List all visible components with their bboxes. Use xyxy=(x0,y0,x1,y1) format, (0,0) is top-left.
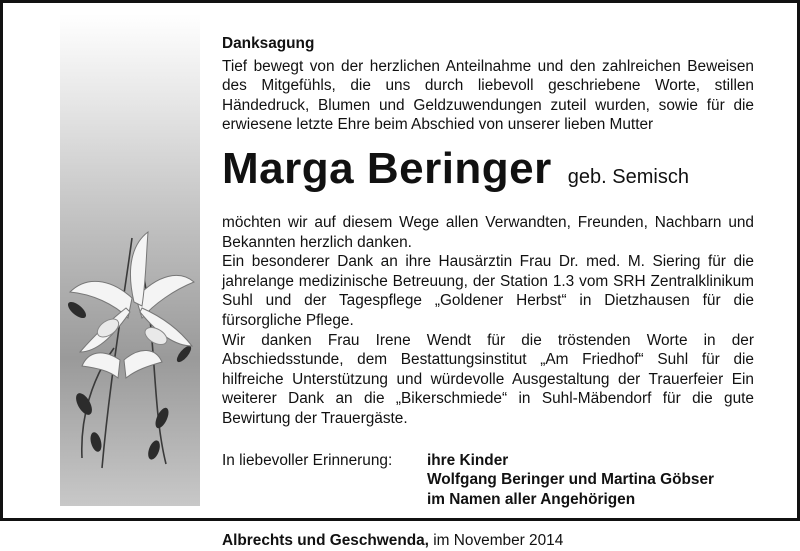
signatory-line: im Namen aller Angehörigen xyxy=(427,490,636,508)
date: im November 2014 xyxy=(433,532,564,550)
signatories xyxy=(427,451,714,510)
deceased-name: Marga Beringer xyxy=(222,143,552,193)
thanks-doctor-paragraph: Ein besonderer Dank an ihre Hausärztin Frau Dr. med. M. Siering für die jahrelange medizinische Betreuung, der Station 1.3 vom SRH Zentralklinikum Suhl und der Tagespflege „Goldener Herbst“ in Dietzhausen für die fürsorgliche Pflege. xyxy=(222,253,754,329)
notice-content xyxy=(222,34,754,551)
place-date-line xyxy=(222,531,754,551)
deceased-name-row xyxy=(222,143,754,193)
maiden-name: geb. Semisch xyxy=(567,165,689,188)
place: Albrechts und Geschwenda, xyxy=(222,532,429,550)
thanks-funeral-paragraph: Wir danken Frau Irene Wendt für die tröstenden Worte in der Abschiedsstunde, dem Bestattungsinstitut „Am Friedhof“ Suhl für die hilfreiche Unterstützung und würdevolle Ausgestaltung der Trauerfeier Ein weiterer Dank an die „Bikerschmiede“ in Suhl-Mäbendorf für die gute Bewirtung der Trauergäste. xyxy=(222,331,754,427)
lily-flower-illustration xyxy=(62,228,202,478)
thanks-general-paragraph: möchten wir auf diesem Wege allen Verwandten, Freunden, Nachbarn und Bekannten herzlich danken. xyxy=(222,213,754,251)
signatory-line: Wolfgang Beringer und Martina Göbser xyxy=(427,471,715,489)
memory-label: In liebevoller Erinnerung: xyxy=(222,451,393,469)
signatory-line: ihre Kinder xyxy=(427,451,509,469)
intro-paragraph: Tief bewegt von der herzlichen Anteilnahme und den zahlreichen Beweisen des Mitgefühls, die uns durch liebevoll geschriebene Worte, stillen Händedruck, Blumen und Geldzuwendungen zuteil wurden, sowie für die erwiesene letzte Ehre beim Abschied von unserer lieben Mutter xyxy=(222,57,754,134)
notice-heading: Danksagung xyxy=(222,35,315,52)
signature-block xyxy=(222,451,754,510)
